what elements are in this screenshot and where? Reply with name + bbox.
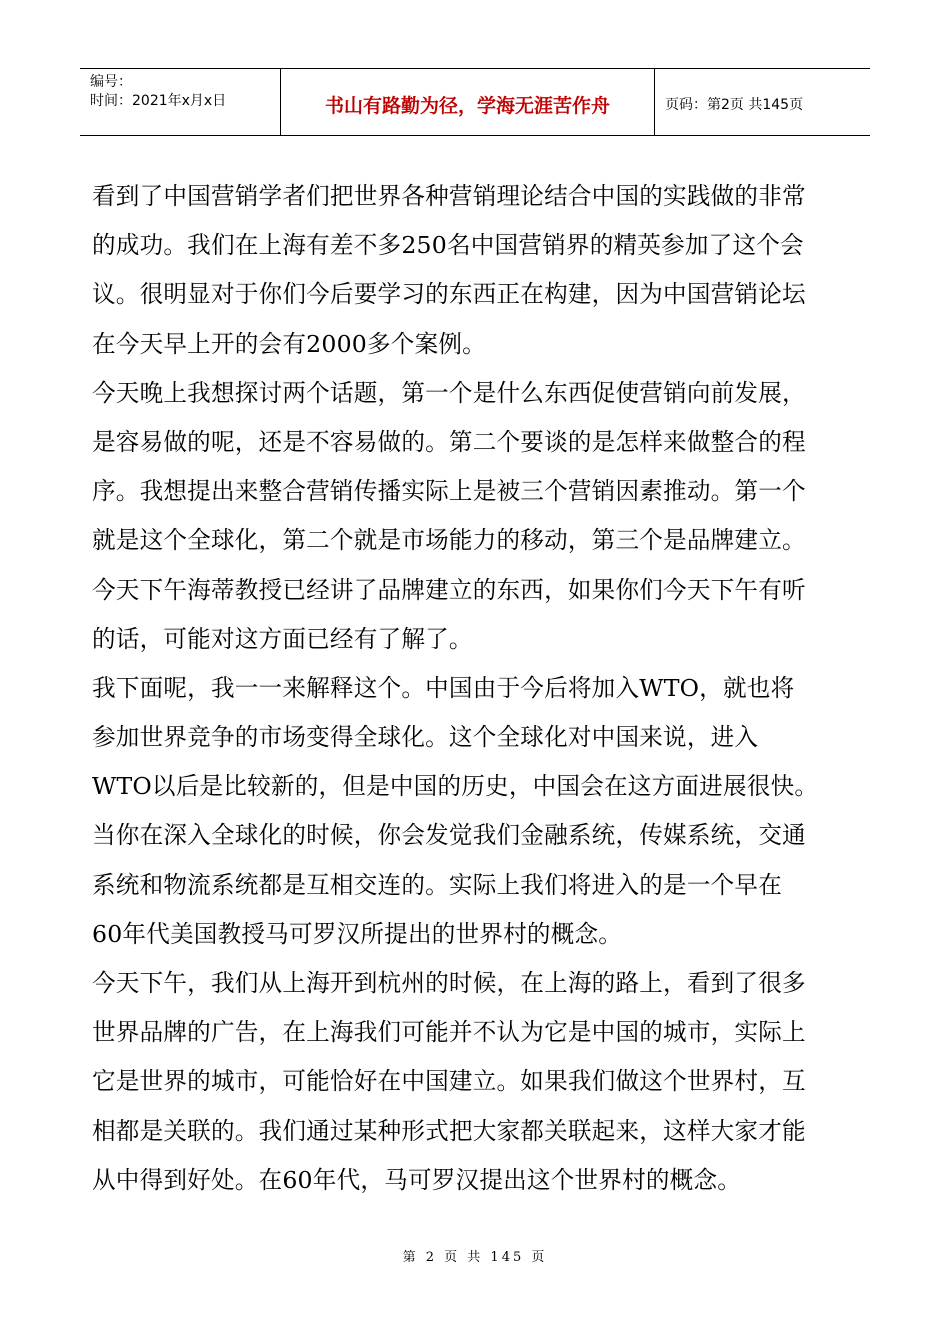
header-page-info: 页码：第2页 共145页 [665, 97, 804, 113]
page-header [80, 68, 870, 136]
page-footer: 第 2 页 共 145 页 [402, 1250, 548, 1265]
body-text-line: 今天下午，我们从上海开到杭州的时候，在上海的路上，看到了很多 [92, 969, 806, 997]
body-text-line: 的话，可能对这方面已经有了解了。 [92, 624, 473, 653]
body-text-line: 就是这个全球化，第二个就是市场能力的移动，第三个是品牌建立。 [92, 526, 806, 555]
body-text-line: 我下面呢，我一一来解释这个。中国由于今后将加入WTO，就也将 [92, 673, 795, 702]
body-text-line: 今天下午海蒂教授已经讲了品牌建立的东西，如果你们今天下午有听 [92, 575, 806, 604]
body-text-line: 议。很明显对于你们今后要学习的东西正在构建，因为中国营销论坛 [92, 280, 806, 309]
body-text-line: 当你在深入全球化的时候，你会发觉我们金融系统，传媒系统，交通 [92, 821, 806, 850]
header-meta [80, 69, 281, 135]
body-text-line: 系统和物流系统都是互相交连的。实际上我们将进入的是一个早在 [92, 870, 783, 899]
body-text-line: 60年代美国教授马可罗汉所提出的世界村的概念。 [92, 919, 623, 948]
document-body [92, 172, 867, 1205]
body-text-line: 序。我想提出来整合营销传播实际上是被三个营销因素推动。第一个 [92, 477, 806, 506]
document-date-label: 时间：2021年x月x日 [90, 93, 227, 109]
document-number-label: 编号： [90, 74, 132, 90]
body-text-line: 在今天早上开的会有2000多个案例。 [92, 329, 486, 358]
body-text-line: WTO以后是比较新的，但是中国的历史，中国会在这方面进展很快。 [92, 772, 819, 801]
body-text-line: 参加世界竞争的市场变得全球化。这个全球化对中国来说，进入 [92, 723, 759, 752]
body-text-line: 世界品牌的广告，在上海我们可能并不认为它是中国的城市，实际上 [92, 1018, 806, 1047]
body-text-line: 看到了中国营销学者们把世界各种营销理论结合中国的实践做的非常 [92, 182, 806, 210]
body-text-line: 从中得到好处。在60年代，马可罗汉提出这个世界村的概念。 [92, 1165, 742, 1194]
body-text-line: 相都是关联的。我们通过某种形式把大家都关联起来，这样大家才能 [92, 1116, 806, 1145]
header-motto: 书山有路勤为径，学海无涯苦作舟 [281, 69, 655, 135]
body-text-line: 它是世界的城市，可能恰好在中国建立。如果我们做这个世界村，互 [92, 1067, 806, 1096]
body-text-line: 今天晚上我想探讨两个话题，第一个是什么东西促使营销向前发展， [92, 378, 806, 407]
body-text-line: 的成功。我们在上海有差不多250名中国营销界的精英参加了这个会 [92, 231, 804, 260]
body-text-line: 是容易做的呢，还是不容易做的。第二个要谈的是怎样来做整合的程 [92, 427, 806, 456]
